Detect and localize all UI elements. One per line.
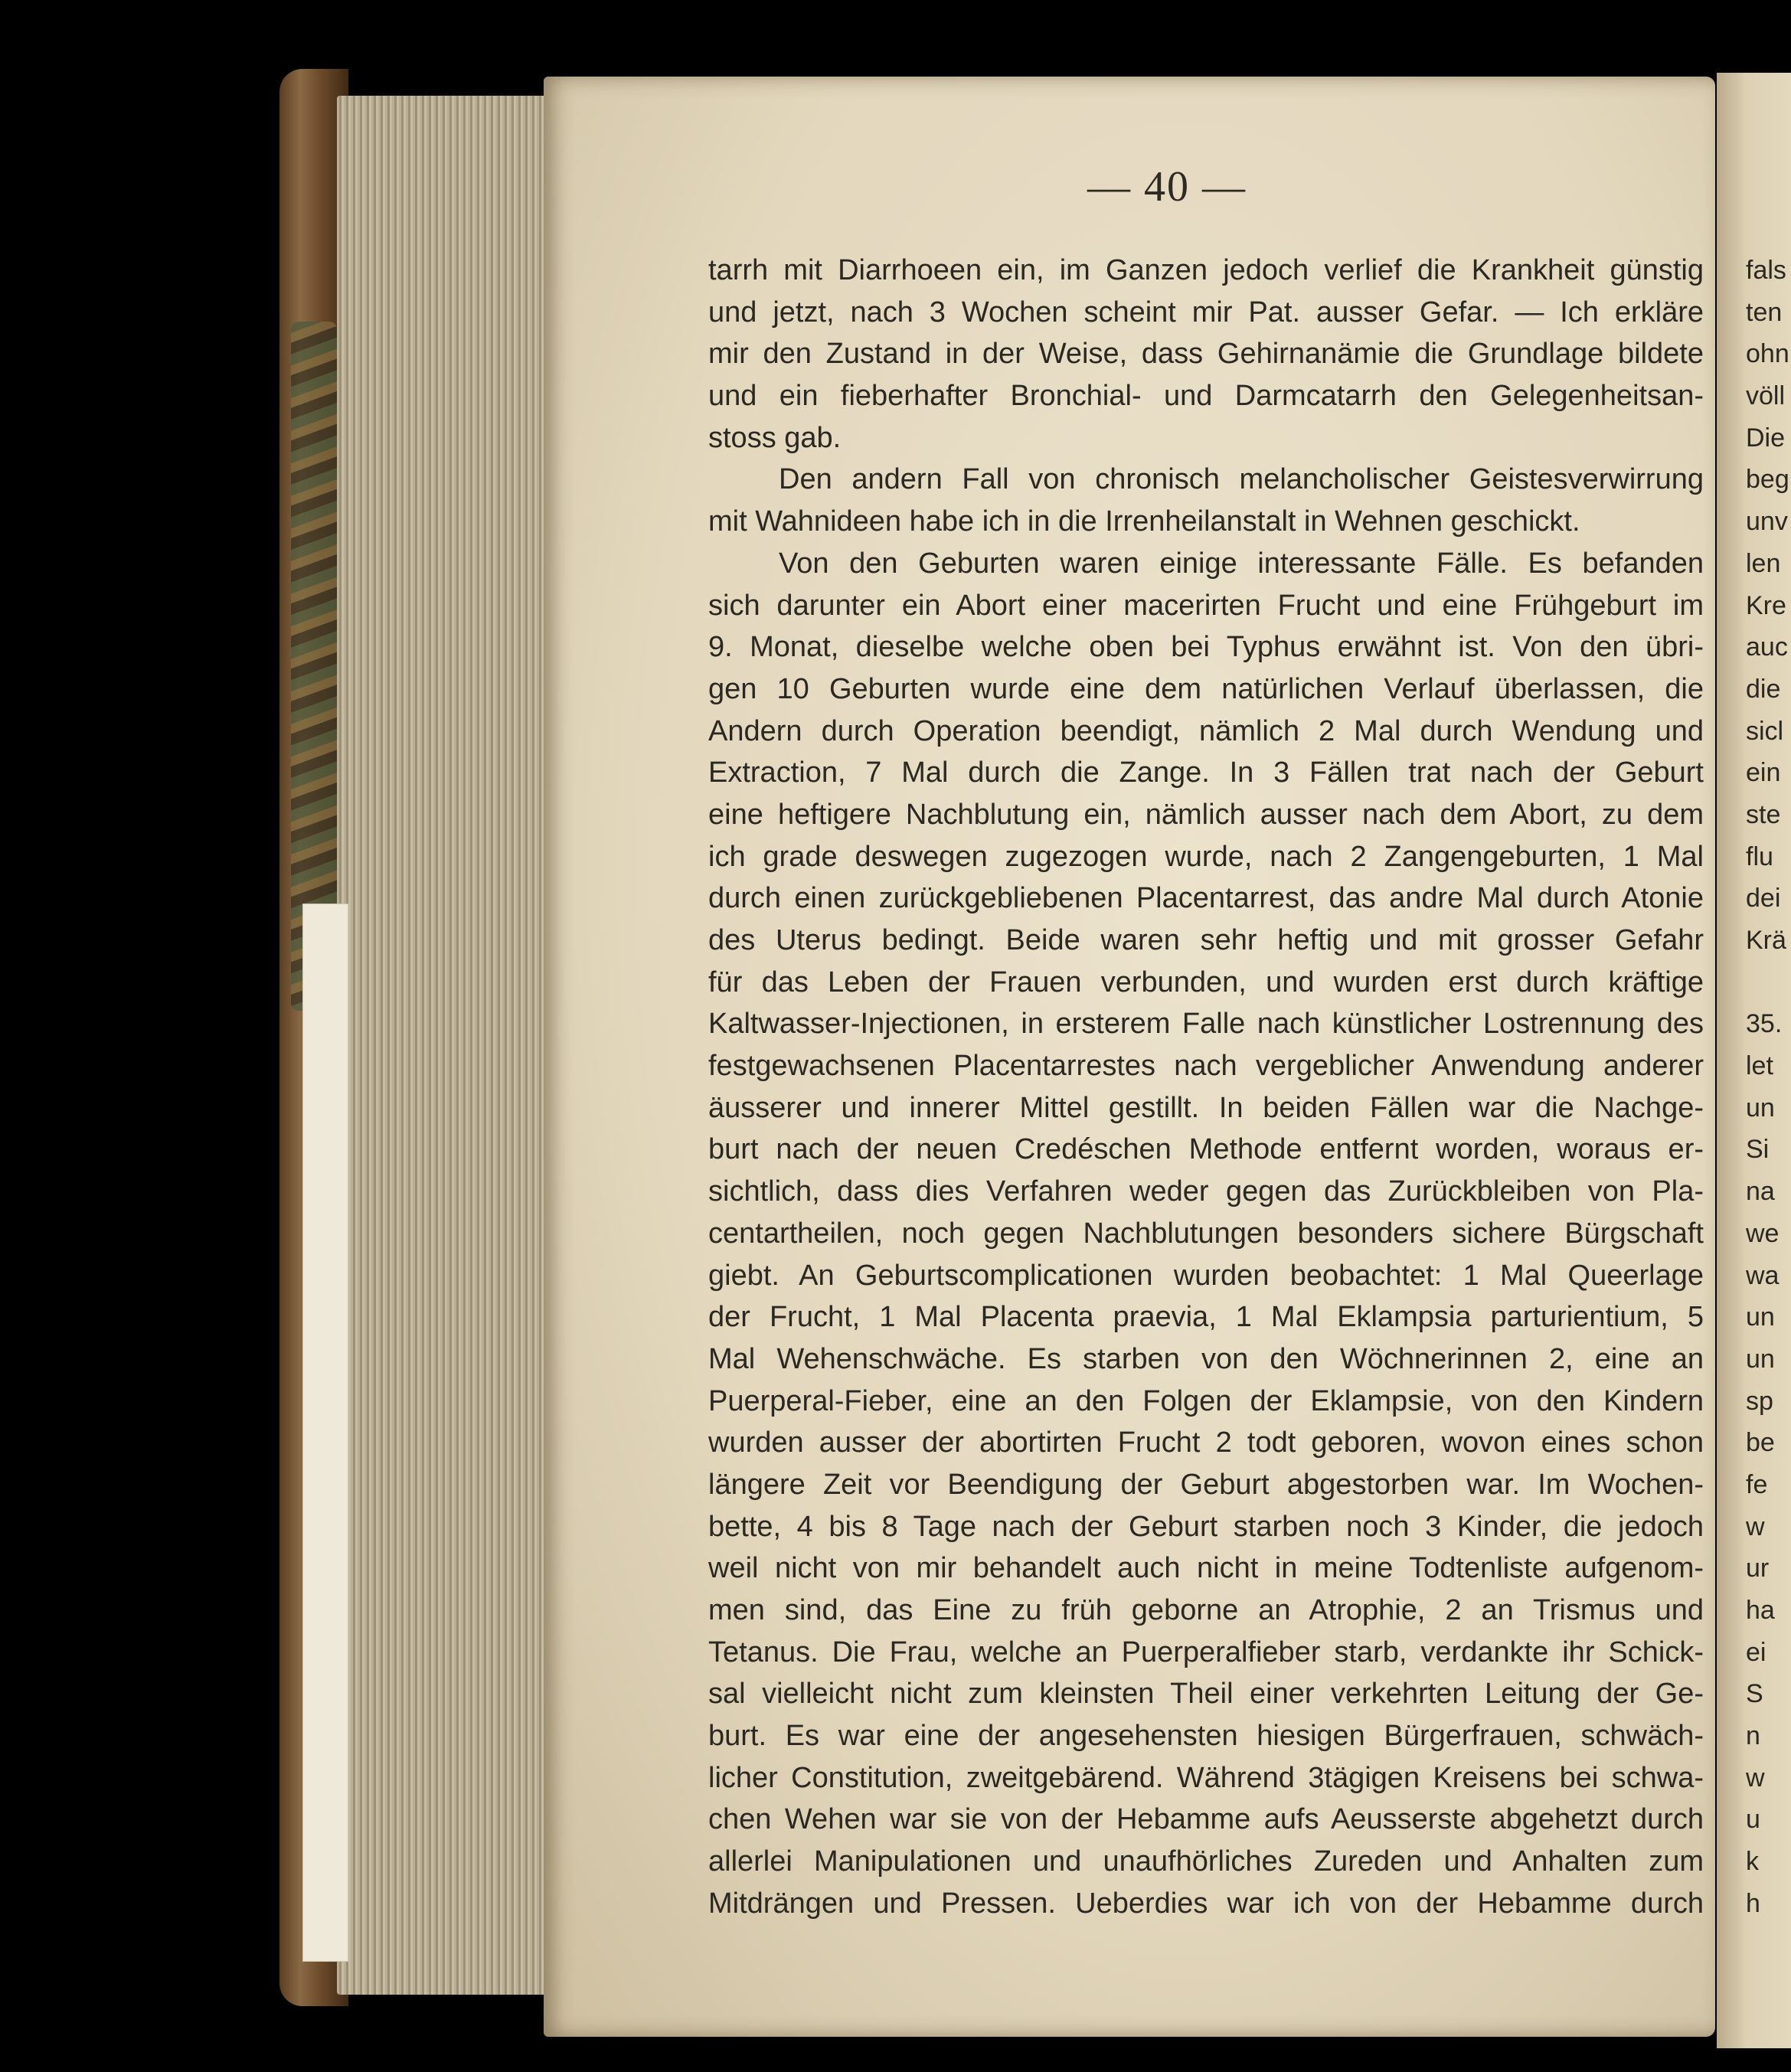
- facing-line-fragment: völl: [1746, 381, 1786, 411]
- text-line: ich grade deswegen zugezogen wurde, nach 2 Zangengeburten, 1 Mal: [708, 840, 1704, 873]
- text-line: stoss gab.: [708, 421, 842, 454]
- facing-line-fragment: fe: [1746, 1469, 1768, 1499]
- text-line: allerlei Manipulationen und unaufhörliches Zureden und Anhalten zum: [708, 1845, 1704, 1878]
- text-line: für das Leben der Frauen verbunden, und wurden erst durch kräftige: [708, 966, 1704, 998]
- facing-line-fragment: h: [1746, 1888, 1760, 1918]
- facing-line-fragment: Kre: [1746, 590, 1786, 620]
- text-line: tarrh mit Diarrhoeen ein, im Ganzen jedoch verlief die Krankheit günstig: [708, 254, 1704, 286]
- facing-line-fragment: ohn: [1746, 339, 1789, 369]
- text-line: durch einen zurückgebliebenen Placentarrest, das andre Mal durch Atonie: [708, 882, 1704, 915]
- text-line: giebt. An Geburtscomplicationen wurden beobachtet: 1 Mal Queerlage: [708, 1259, 1704, 1292]
- text-line: bette, 4 bis 8 Tage nach der Geburt starben noch 3 Kinder, die jedoch: [708, 1510, 1704, 1543]
- facing-line-fragment: wa: [1746, 1260, 1780, 1290]
- facing-line-fragment: ten: [1746, 297, 1783, 327]
- facing-line-fragment: un: [1746, 1344, 1775, 1374]
- text-line: sich darunter ein Abort einer macerirten Frucht und eine Frühgeburt im: [708, 589, 1704, 622]
- text-line: Andern durch Operation beendigt, nämlich 2 Mal durch Wendung und: [708, 714, 1704, 747]
- text-line: und jetzt, nach 3 Wochen scheint mir Pat. ausser Gefar. — Ich erkläre: [708, 296, 1704, 328]
- facing-line-fragment: un: [1746, 1302, 1775, 1332]
- bookmark-slip: [302, 904, 348, 1962]
- facing-line-fragment: u: [1746, 1805, 1760, 1835]
- facing-line-fragment: fals: [1746, 256, 1786, 285]
- text-line: festgewachsenen Placentarrestes nach vergeblicher Anwendung anderer: [708, 1050, 1704, 1083]
- facing-line-fragment: w: [1746, 1763, 1765, 1793]
- facing-line-fragment: ei: [1746, 1637, 1766, 1667]
- text-line: gen 10 Geburten wurde eine dem natürlichen Verlauf überlassen, die: [708, 672, 1704, 705]
- text-line: und ein fieberhafter Bronchial- und Darmcatarrh den Gelegenheitsan-: [708, 380, 1704, 413]
- text-line: wurden ausser der abortirten Frucht 2 todt geboren, wovon eines schon: [708, 1427, 1704, 1459]
- facing-line-fragment: auc: [1746, 632, 1788, 662]
- facing-line-fragment: Si: [1746, 1135, 1770, 1165]
- text-line: Von den Geburten waren einige interessante Fälle. Es befanden: [779, 547, 1704, 580]
- text-line: Puerperal-Fieber, eine an den Folgen der Eklampsie, von den Kindern: [708, 1384, 1704, 1417]
- facing-line-fragment: n: [1746, 1721, 1760, 1751]
- facing-line-fragment: un: [1746, 1093, 1775, 1123]
- facing-line-fragment: ur: [1746, 1554, 1770, 1583]
- facing-line-fragment: len: [1746, 548, 1781, 578]
- facing-page-text: [1746, 250, 1791, 1925]
- facing-line-fragment: Krä: [1746, 926, 1786, 955]
- page-edges: [337, 96, 551, 1995]
- facing-line-fragment: die: [1746, 674, 1781, 704]
- text-line: Den andern Fall von chronisch melancholischer Geistesverwirrung: [779, 463, 1704, 496]
- facing-line-fragment: let: [1746, 1051, 1773, 1081]
- text-line: längere Zeit vor Beendigung der Geburt abgestorben war. Im Wochen-: [708, 1468, 1704, 1501]
- text-line: mir den Zustand in der Weise, dass Gehirnanämie die Grundlage bildete: [708, 338, 1704, 371]
- facing-line-fragment: dei: [1746, 884, 1781, 913]
- text-line: des Uterus bedingt. Beide waren sehr heftig und mit grosser Gefahr: [708, 924, 1704, 956]
- text-line: eine heftigere Nachblutung ein, nämlich ausser nach dem Abort, zu dem: [708, 798, 1704, 831]
- facing-line-fragment: sicl: [1746, 716, 1784, 746]
- facing-line-fragment: be: [1746, 1428, 1775, 1458]
- facing-line-fragment: ha: [1746, 1596, 1775, 1625]
- facing-line-fragment: 35.: [1746, 1009, 1783, 1039]
- facing-line-fragment: Die: [1746, 423, 1786, 453]
- text-line: Mitdrängen und Pressen. Ueberdies war ich von der Hebamme durch: [708, 1887, 1704, 1920]
- text-line: mit Wahnideen habe ich in die Irrenheilanstalt in Wehnen geschickt.: [708, 505, 1580, 538]
- text-line: 9. Monat, dieselbe welche oben bei Typhus erwähnt ist. Von den übri-: [708, 631, 1704, 664]
- text-line: burt nach der neuen Credéschen Methode entfernt worden, woraus er-: [708, 1133, 1704, 1166]
- facing-line-fragment: ein: [1746, 758, 1781, 788]
- text-line: Mal Wehenschwäche. Es starben von den Wöchnerinnen 2, eine an: [708, 1342, 1704, 1375]
- text-line: Extraction, 7 Mal durch die Zange. In 3 Fällen trat nach der Geburt: [708, 757, 1704, 789]
- text-line: der Frucht, 1 Mal Placenta praevia, 1 Mal Eklampsia parturientium, 5: [708, 1301, 1704, 1334]
- text-line: Tetanus. Die Frau, welche an Puerperalfieber starb, verdankte ihr Schick-: [708, 1636, 1704, 1668]
- facing-line-fragment: ste: [1746, 799, 1781, 829]
- facing-line-fragment: w: [1746, 1512, 1765, 1541]
- facing-line-fragment: flu: [1746, 842, 1773, 871]
- facing-line-fragment: [1746, 962, 1791, 1004]
- facing-line-fragment: unv: [1746, 507, 1788, 537]
- facing-line-fragment: na: [1746, 1177, 1775, 1207]
- facing-line-fragment: beg: [1746, 465, 1789, 495]
- facing-line-fragment: we: [1746, 1218, 1780, 1248]
- text-line: chen Wehen war sie von der Hebamme aufs Aeusserste abgehetzt durch: [708, 1803, 1704, 1836]
- text-line: sichtlich, dass dies Verfahren weder gegen das Zurückbleiben von Pla-: [708, 1175, 1704, 1208]
- text-line: sal vielleicht nicht zum kleinsten Theil einer verkehrten Leitung der Ge-: [708, 1678, 1704, 1711]
- text-line: centartheilen, noch gegen Nachblutungen besonders sichere Bürgschaft: [708, 1217, 1704, 1250]
- page-text: [708, 250, 1704, 1925]
- text-line: weil nicht von mir behandelt auch nicht in meine Todtenliste aufgenom-: [708, 1552, 1704, 1585]
- facing-line-fragment: k: [1746, 1847, 1759, 1877]
- facing-line-fragment: sp: [1746, 1386, 1773, 1416]
- text-line: licher Constitution, zweitgebärend. Während 3tägigen Kreisens bei schwa-: [708, 1761, 1704, 1794]
- text-line: äusserer und innerer Mittel gestillt. In beiden Fällen war die Nachge-: [708, 1091, 1704, 1124]
- text-line: burt. Es war eine der angesehensten hiesigen Bürgerfrauen, schwäch-: [708, 1720, 1704, 1753]
- text-line: men sind, das Eine zu früh geborne an Atrophie, 2 an Trismus und: [708, 1594, 1704, 1626]
- text-line: Kaltwasser-Injectionen, in ersterem Falle nach künstlicher Lostrennung des: [708, 1008, 1704, 1041]
- page-number: — 40 —: [1087, 163, 1247, 211]
- facing-line-fragment: S: [1746, 1679, 1763, 1709]
